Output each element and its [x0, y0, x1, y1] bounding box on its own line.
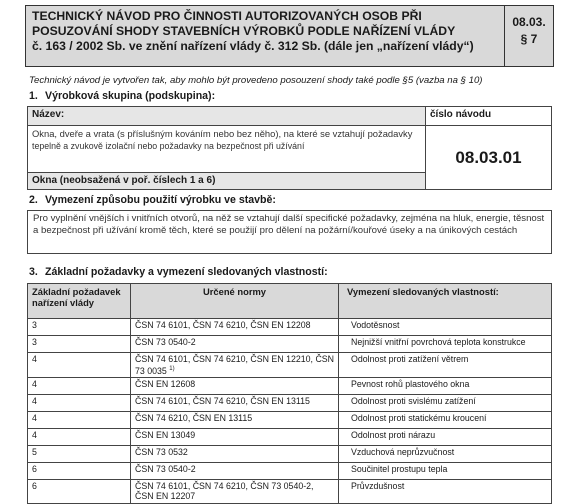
col-header-properties: Vymezení sledovaných vlastností: — [339, 284, 552, 319]
usage-text: Pro vyplnění vnějších i vnitřních otvorů, na něž se vztahují další specifické požadavky, zejména na hluk, energie, těsnost a bezpečnost při užívání kromě těch, které se použijí pro dělení na požární/kouřové úseky a na únikových cestách — [28, 211, 552, 254]
product-description-line-1: Okna, dveře a vrata (s příslušným kováním nebo bez něho), na které se vztahují požadavky — [32, 128, 413, 139]
property-cell: Pevnost rohů plastového okna — [339, 377, 552, 394]
norms-cell: ČSN 74 6210, ČSN EN 13115 — [131, 411, 339, 428]
norms-cell: ČSN 73 0540-2 — [131, 462, 339, 479]
section-2-title-text: Vymezení způsobu použití výrobku ve stavbě: — [45, 194, 276, 206]
property-cell: Odolnost proti statickému kroucení — [339, 411, 552, 428]
table-row — [28, 462, 552, 479]
table-row — [28, 411, 552, 428]
requirement-cell: 4 — [28, 394, 131, 411]
table-row — [28, 353, 552, 378]
requirement-cell: 4 — [28, 377, 131, 394]
col-header-norms: Určené normy — [131, 284, 339, 319]
col-header-requirement: Základní požadavek nařízení vlády — [28, 284, 131, 319]
product-subgroup-note: Okna (neobsažená v poř. číslech 1 a 6) — [28, 173, 426, 190]
norms-cell: ČSN 74 6101, ČSN 74 6210, ČSN EN 13115 — [131, 394, 339, 411]
header-title-line-2: POSUZOVÁNÍ SHODY STAVEBNÍCH VÝROBKŮ PODLE NAŘÍZENÍ VLÁDY — [32, 24, 456, 38]
intro-note: Technický návod je vytvořen tak, aby mohlo být provedeno posouzení shody také podle §5 (vazba na § 10) — [29, 75, 483, 86]
table-row — [28, 445, 552, 462]
requirement-cell: 4 — [28, 353, 131, 378]
header-title-line-3: č. 163 / 2002 Sb. ve znění nařízení vlády č. 312 Sb. (dále jen „nařízení vlády“) — [32, 39, 474, 53]
requirement-cell: 5 — [28, 445, 131, 462]
norms-text: ČSN 74 6101, ČSN 74 6210, ČSN EN 12210, ČSN 73 0035 — [135, 354, 335, 376]
table-row — [28, 377, 552, 394]
norms-cell: ČSN 74 6101, ČSN 74 6210, ČSN EN 12208 — [131, 319, 339, 336]
requirement-cell: 6 — [28, 479, 131, 503]
property-cell: Vodotěsnost — [339, 319, 552, 336]
norms-cell: ČSN 73 0540-2 — [131, 336, 339, 353]
property-cell: Odolnost proti svislému zatížení — [339, 394, 552, 411]
section-1-title-text: Výrobková skupina (podskupina): — [45, 90, 216, 102]
property-cell: Vzduchová neprůzvučnost — [339, 445, 552, 462]
section-2-title — [29, 194, 276, 206]
property-cell: Odolnost proti nárazu — [339, 428, 552, 445]
table-row — [28, 336, 552, 353]
header-paragraph: § 7 — [520, 32, 538, 46]
table-row — [28, 319, 552, 336]
property-cell: Nejnižší vnitřní povrchová teplota konstrukce — [339, 336, 552, 353]
requirement-cell: 3 — [28, 336, 131, 353]
requirement-cell: 6 — [28, 462, 131, 479]
property-cell: Průvzdušnost — [339, 479, 552, 503]
norms-cell: ČSN 73 0532 — [131, 445, 339, 462]
header-title-line-1: TECHNICKÝ NÁVOD PRO ČINNOSTI AUTORIZOVANÝCH OSOB PŘI — [32, 9, 422, 23]
table-row — [28, 394, 552, 411]
norms-cell — [131, 353, 339, 378]
footnote-ref: 1) — [169, 366, 175, 372]
section-3-number: 3. — [29, 266, 38, 278]
usage-table — [27, 210, 552, 254]
requirements-table — [27, 283, 552, 504]
table-row — [28, 428, 552, 445]
section-1-title — [29, 90, 215, 102]
table-row — [28, 479, 552, 503]
product-description-line-2: tepelně a zvukově izolační nebo požadavky na bezpečnost při užívání — [32, 141, 305, 151]
header-code: 08.03. — [512, 15, 546, 29]
section-3-title-text: Základní požadavky a vymezení sledovaných vlastností: — [45, 266, 328, 278]
guide-number-label: číslo návodu — [426, 107, 552, 126]
document-header — [25, 5, 554, 67]
product-description — [28, 126, 426, 173]
norms-cell: ČSN 74 6101, ČSN 74 6210, ČSN 73 0540-2, ČSN EN 12207 — [131, 479, 339, 503]
guide-number: 08.03.01 — [426, 126, 552, 190]
requirement-cell: 3 — [28, 319, 131, 336]
norms-cell: ČSN EN 12608 — [131, 377, 339, 394]
header-code-box — [505, 6, 553, 66]
requirement-cell: 4 — [28, 428, 131, 445]
norms-cell: ČSN EN 13049 — [131, 428, 339, 445]
header-title — [26, 6, 505, 66]
requirement-cell: 4 — [28, 411, 131, 428]
section-3-title — [29, 266, 328, 278]
section-2-number: 2. — [29, 194, 38, 206]
name-label: Název: — [28, 107, 426, 126]
property-cell: Odolnost proti zatížení větrem — [339, 353, 552, 378]
property-cell: Součinitel prostupu tepla — [339, 462, 552, 479]
product-group-table — [27, 106, 552, 190]
section-1-number: 1. — [29, 90, 38, 102]
